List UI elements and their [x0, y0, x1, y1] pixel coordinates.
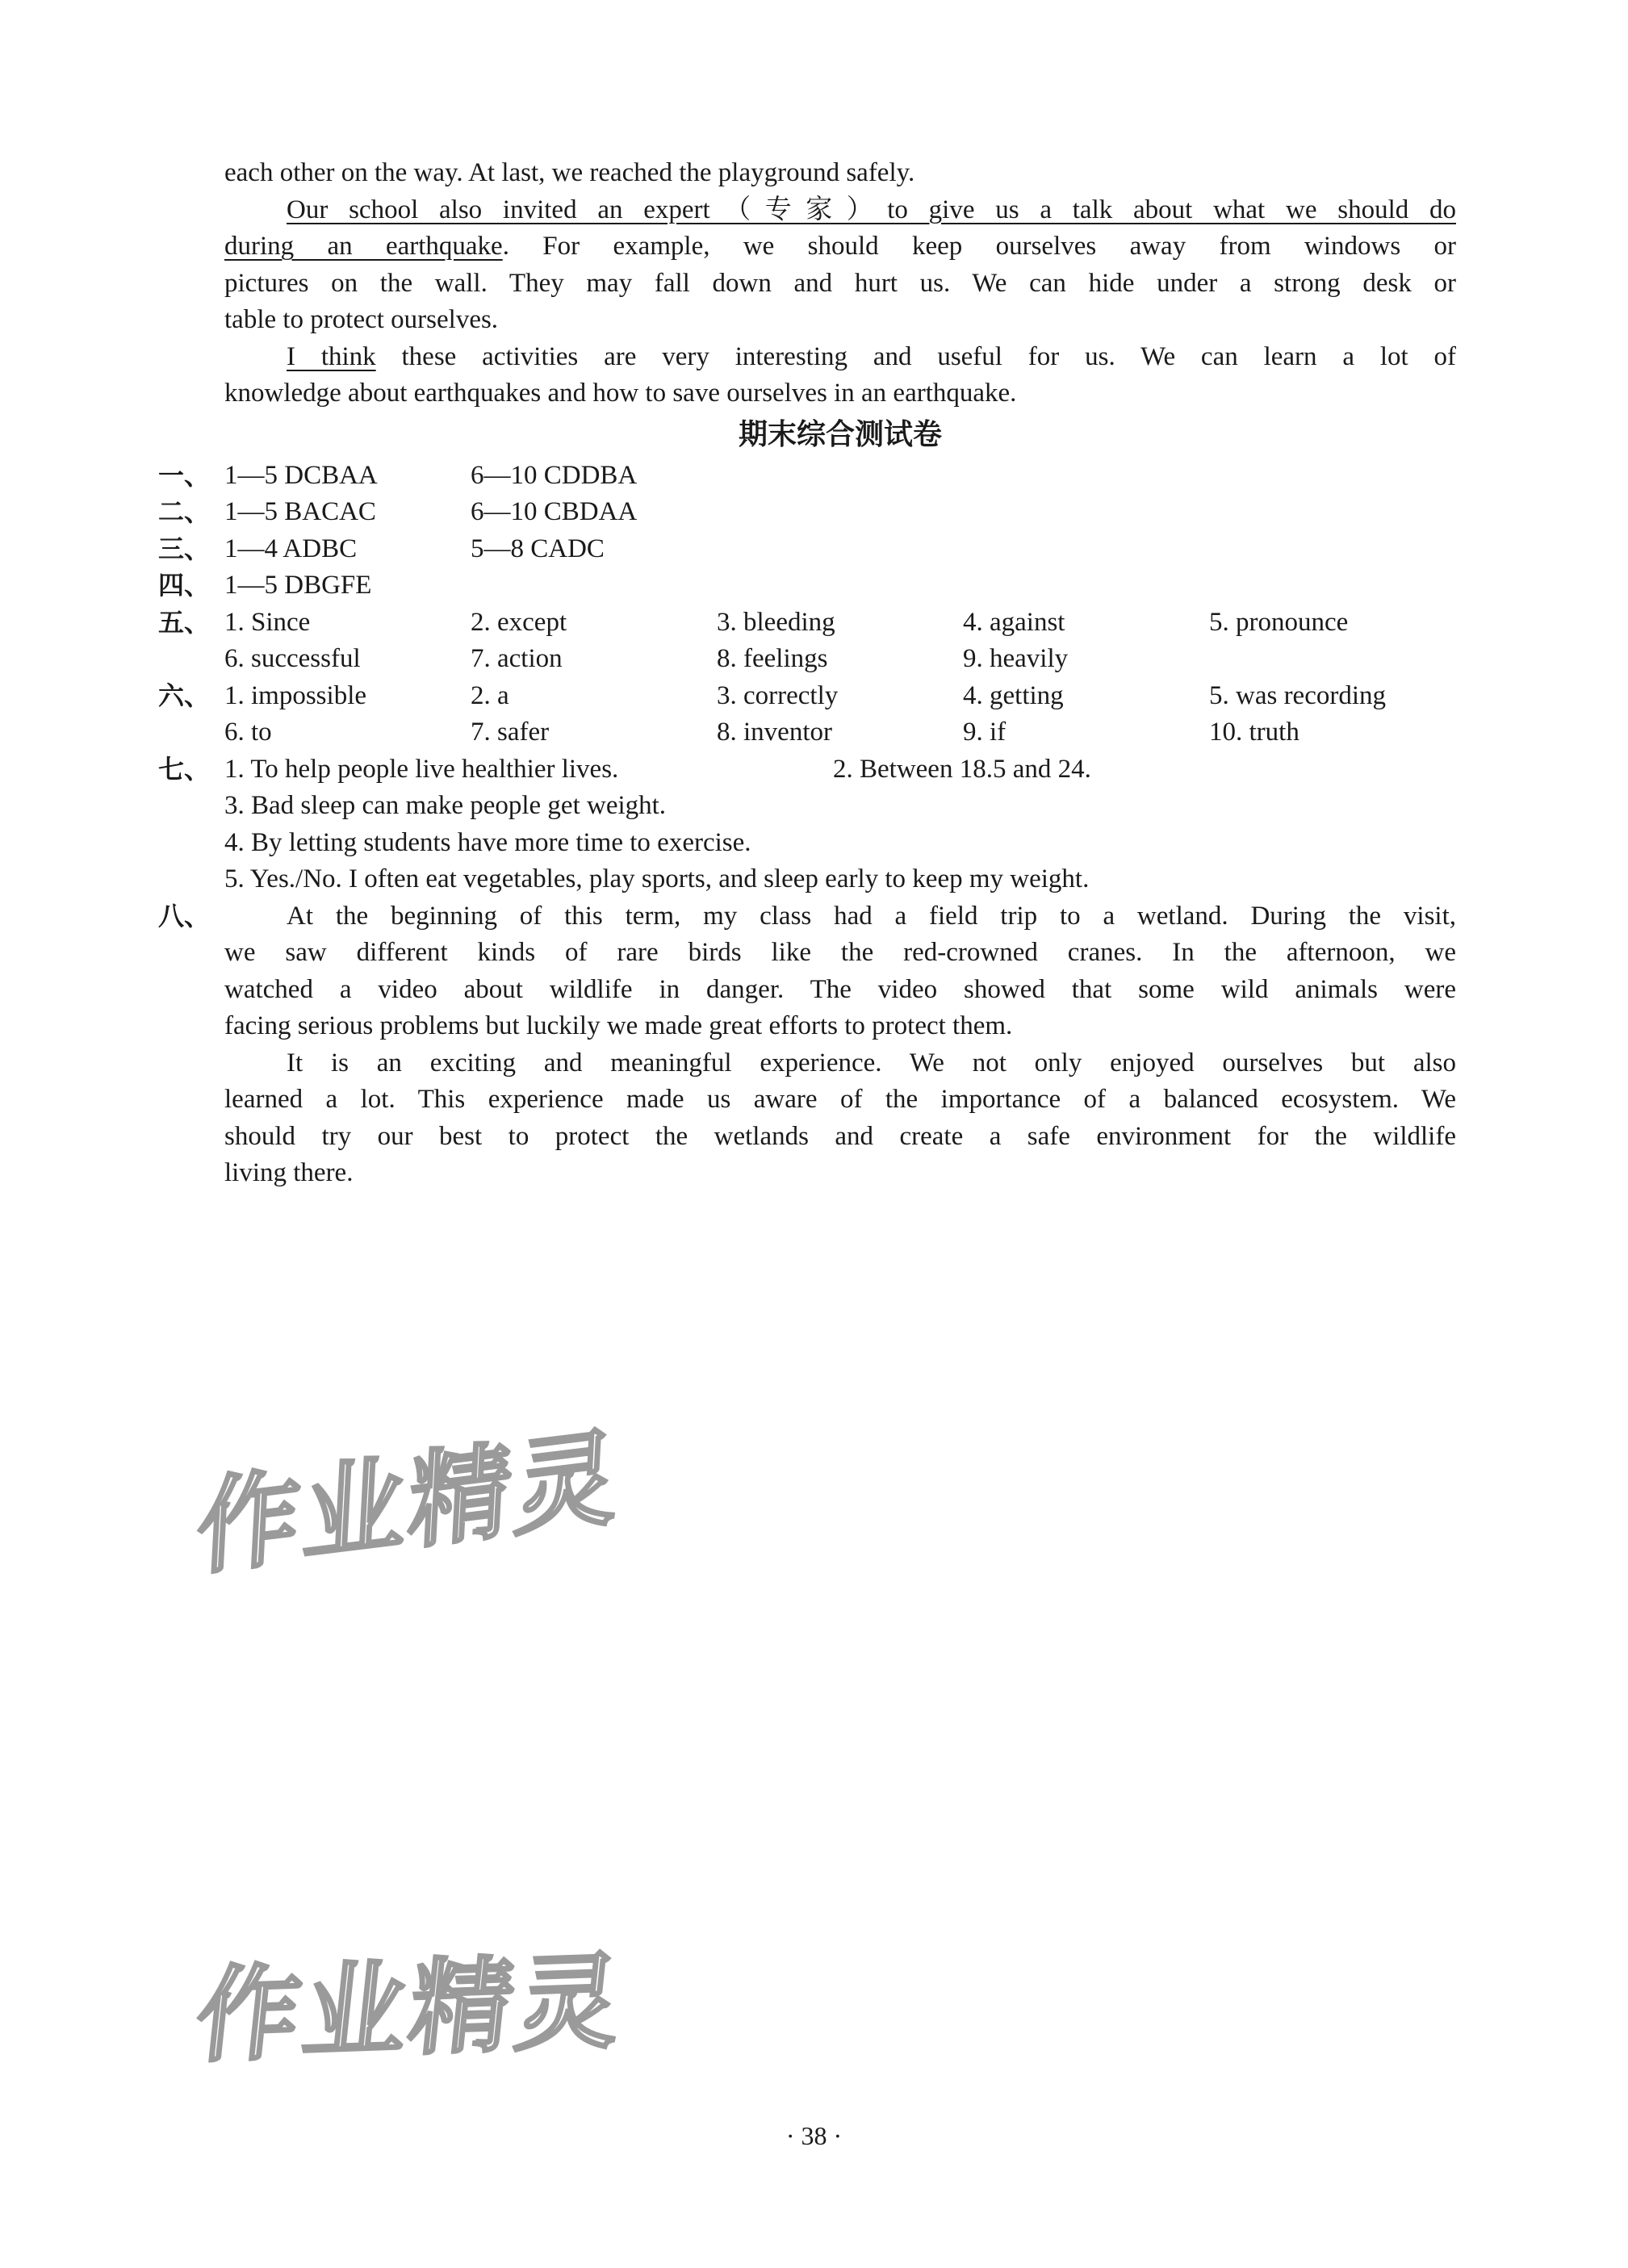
answer: 3. correctly — [717, 680, 839, 710]
essay1-line3 — [224, 228, 1456, 266]
section-4 — [158, 567, 1456, 605]
answer: 2. a — [471, 680, 509, 710]
section-7-line1 — [158, 751, 1456, 789]
essay2-line8: living there. — [224, 1158, 354, 1187]
answer: 9. if — [963, 718, 1007, 747]
section-6-row1 — [158, 678, 1456, 715]
answer: 1—5 BACAC — [224, 497, 376, 526]
essay2-line7: should try our best to protect the wetlands and create a safe environment for the wildlife — [224, 1121, 1456, 1151]
essay1-line5: table to protect ourselves. — [224, 305, 499, 334]
answer: 4. getting — [963, 680, 1064, 710]
answer-content — [158, 155, 1456, 1192]
essay1-line4: pictures on the wall. They may fall down and hurt us. We can hide under a strong desk or — [224, 268, 1456, 298]
answer: 6. successful — [224, 644, 361, 673]
essay1-text: these activities are very interesting and useful for us. We can learn a lot of — [375, 341, 1456, 371]
section-7-line4: 5. Yes./No. I often eat vegetables, play sports, and sleep early to keep my weight. — [224, 864, 1090, 893]
section-7-line3: 4. By letting students have more time to exercise. — [224, 827, 751, 857]
answer: 8. feelings — [717, 644, 828, 673]
watermark-logo: 作业精灵 — [194, 1416, 624, 1591]
section-5-row2 — [224, 641, 1456, 678]
section-title: 期末综合测试卷 — [738, 417, 942, 451]
section-number: 三、 — [158, 533, 211, 564]
answer: 3. bleeding — [717, 607, 835, 637]
answer: 6—10 CBDAA — [471, 497, 638, 526]
answer: 2. except — [471, 607, 567, 637]
answer: 7. safer — [471, 718, 550, 747]
section-number: 五、 — [158, 606, 211, 638]
answer: 1. Since — [224, 607, 311, 637]
essay2-line6: learned a lot. This experience made us aware of the importance of a balanced ecosystem. We — [224, 1085, 1456, 1114]
section-number: 二、 — [158, 496, 211, 527]
essay2-line4: facing serious problems but luckily we made great efforts to protect them. — [224, 1011, 1013, 1040]
answer: 1—4 ADBC — [224, 534, 358, 563]
essay2-line2: we saw different kinds of rare birds like the red-crowned cranes. In the afternoon, we — [224, 938, 1456, 967]
answer: 5—8 CADC — [471, 534, 605, 563]
section-6-row2 — [224, 714, 1456, 751]
underlined-phrase-i-think: I think — [287, 341, 376, 371]
section-7-line2: 3. Bad sleep can make people get weight. — [224, 791, 667, 820]
section-1 — [158, 458, 1456, 495]
underlined-sentence: Our school also invited an expert（专家）to give us a talk about what we should do — [287, 195, 1456, 224]
answer: 7. action — [471, 644, 563, 673]
answer: 10. truth — [1209, 718, 1299, 747]
answer: 6. to — [224, 718, 272, 747]
section-5-row1 — [158, 605, 1456, 642]
answer: 9. heavily — [963, 644, 1069, 673]
answer: 1. To help people live healthier lives. — [224, 754, 619, 784]
essay1-line2 — [224, 192, 1456, 229]
essay1-line7: knowledge about earthquakes and how to save ourselves in an earthquake. — [224, 379, 1017, 408]
essay1-text: . For example, we should keep ourselves away from windows or — [502, 232, 1456, 261]
answer: 1—5 DCBAA — [224, 460, 378, 490]
answer: 6—10 CDDBA — [471, 460, 638, 490]
section-2 — [158, 494, 1456, 531]
essay2-line5: It is an exciting and meaningful experience. We not only enjoyed ourselves but also — [287, 1048, 1456, 1078]
essay1-line6 — [224, 339, 1456, 376]
answer: 8. inventor — [717, 718, 832, 747]
answer: 5. was recording — [1209, 680, 1387, 710]
section-3 — [158, 531, 1456, 568]
answer: 5. pronounce — [1209, 607, 1349, 637]
watermark-logo: 作业精灵 — [190, 1941, 630, 2078]
section-number: 七、 — [158, 753, 211, 785]
answer: 1—5 DBGFE — [224, 571, 372, 600]
answer: 1. impossible — [224, 680, 367, 710]
section-number: 一、 — [158, 459, 211, 491]
section-number: 四、 — [158, 570, 211, 600]
answer: 4. against — [963, 607, 1065, 637]
answer: 2. Between 18.5 and 24. — [833, 754, 1091, 784]
section-number: 八、 — [158, 900, 211, 931]
underlined-phrase: during an earthquake — [224, 232, 503, 261]
essay2-line3: watched a video about wildlife in danger. The video showed that some wild animals were — [224, 974, 1456, 1004]
section-8-line1 — [158, 898, 1456, 935]
page-number: · 38 · — [785, 2121, 843, 2150]
essay2-text: At the beginning of this term, my class had a field trip to a wetland. During the visit, — [287, 901, 1456, 931]
section-number: 六、 — [158, 680, 211, 711]
essay1-line1: each other on the way. At last, we reached the playground safely. — [224, 158, 915, 187]
